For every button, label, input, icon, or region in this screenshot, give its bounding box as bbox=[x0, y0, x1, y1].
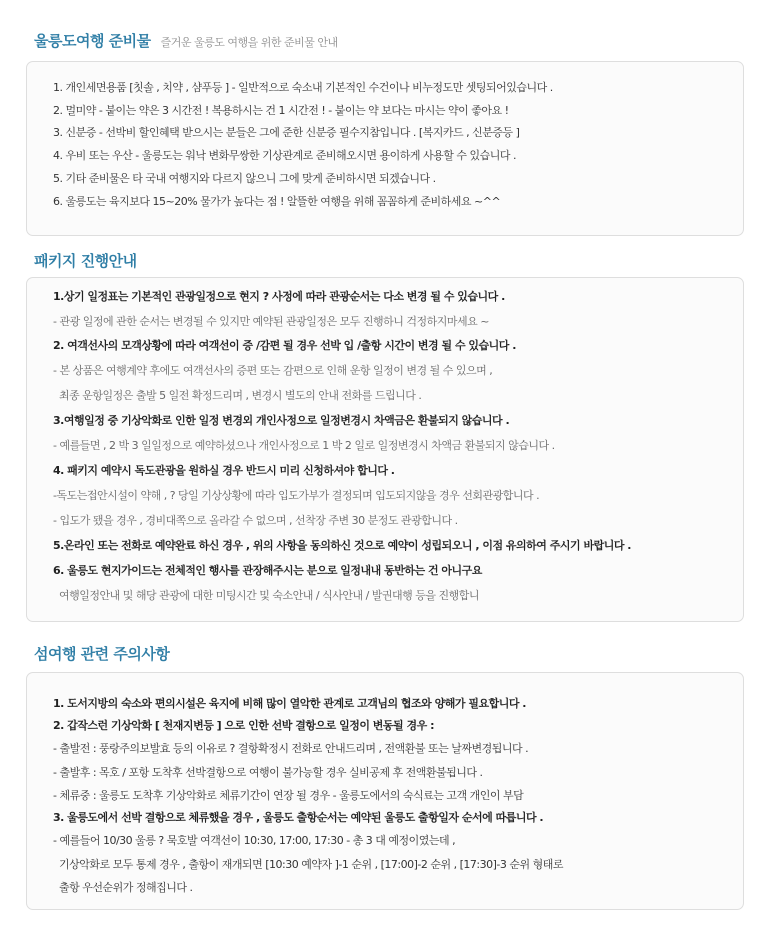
preparation-box bbox=[26, 61, 744, 236]
list-item: 3.여행일정 중 기상악화로 인한 일정 변경외 개인사정으로 일정변경시 차액금은 환불되지 않습니다 . bbox=[53, 414, 510, 427]
list-item: 1. 개인세면용품 [칫솔 , 치약 , 샴푸등 ] - 일반적으로 숙소내 기본적인 수건이나 비누정도만 셋팅되어있습니다 . bbox=[53, 81, 553, 94]
section-title-island-cautions bbox=[34, 643, 169, 664]
list-item: 기상악화로 모두 통제 경우 , 출항이 재개되면 [10:30 예약자 ]-1 순위 , [17:00]-2 순위 , [17:30]-3 순위 형태로 bbox=[53, 858, 563, 871]
list-item: 2. 멀미약 - 붙이는 약은 3 시간전 ! 복용하시는 건 1 시간전 ! - 붙이는 약 보다는 마시는 약이 좋아요 ! bbox=[53, 104, 509, 117]
section-heading: 울릉도여행 준비물 bbox=[34, 32, 151, 50]
list-item: 여행일정안내 및 해당 관광에 대한 미팅시간 및 숙소안내 / 식사안내 / 발권대행 등을 진행합니 bbox=[53, 589, 480, 602]
list-item: 출항 우선순위가 정해집니다 . bbox=[53, 881, 193, 894]
list-item: - 체류중 : 울릉도 도착후 기상악화로 체류기간이 연장 될 경우 - 울릉도에서의 숙식료는 고객 개인이 부담 bbox=[53, 789, 524, 802]
list-item: 6. 울릉도는 육지보다 15~20% 물가가 높다는 점 ! 알뜰한 여행을 위해 꼼꼼하게 준비하세요 ~^^ bbox=[53, 195, 501, 208]
list-item: 3. 신분증 - 선박비 할인혜택 받으시는 분들은 그에 준한 신분증 필수지참입니다 . [복지카드 , 신분증등 ] bbox=[53, 126, 520, 139]
section-title-preparation bbox=[34, 30, 338, 51]
list-item: - 예를들면 , 2 박 3 일일정으로 예약하셨으나 개인사정으로 1 박 2 일로 일정변경시 차액금 환불되지 않습니다 . bbox=[53, 439, 555, 452]
list-item: - 본 상품은 여행계약 후에도 여객선사의 증편 또는 감편으로 인해 운항 일정이 변경 될 수 있으며 , bbox=[53, 364, 493, 377]
section-title-package bbox=[34, 250, 137, 271]
list-item: -독도는접안시설이 약해 , ? 당일 기상상황에 따라 입도가부가 결정되며 입도되지않을 경우 선회관광합니다 . bbox=[53, 489, 540, 502]
list-item: 3. 울릉도에서 선박 결항으로 체류했을 경우 , 울릉도 출항순서는 예약된 울릉도 출항일자 순서에 따릅니다 . bbox=[53, 811, 544, 824]
list-item: 2. 여객선사의 모객상황에 따라 여객선이 증 /감편 될 경우 선박 입 /출항 시간이 변경 될 수 있습니다 . bbox=[53, 339, 516, 352]
list-item: 2. 갑작스런 기상악화 [ 천재지변등 ] 으로 인한 선박 결항으로 일정이 변동될 경우 : bbox=[53, 719, 434, 732]
list-item: 5. 기타 준비물은 타 국내 여행지와 다르지 않으니 그에 맞게 준비하시면 되겠습니다 . bbox=[53, 172, 436, 185]
section-heading: 패키지 진행안내 bbox=[34, 252, 137, 270]
list-item: 4. 우비 또는 우산 - 울릉도는 워낙 변화무쌍한 기상관계로 준비해오시면 용이하게 사용할 수 있습니다 . bbox=[53, 149, 516, 162]
list-item: - 입도가 됐을 경우 , 경비대쪽으로 올라갈 수 없으며 , 선착장 주변 30 분정도 관광합니다 . bbox=[53, 514, 458, 527]
list-item: 1.상기 일정표는 기본적인 관광일정으로 현지 ? 사정에 따라 관광순서는 다소 변경 될 수 있습니다 . bbox=[53, 290, 505, 303]
list-item: - 출발후 : 목호 / 포항 도착후 선박결항으로 여행이 불가능할 경우 실비공제 후 전액환불됩니다 . bbox=[53, 766, 483, 779]
section-subheading: 즐거운 울릉도 여행을 위한 준비물 안내 bbox=[160, 36, 338, 49]
list-item: - 관광 일정에 관한 순서는 변경될 수 있지만 예약된 관광일정은 모두 진행하니 걱정하지마세요 ~ bbox=[53, 315, 489, 328]
list-item: 1. 도서지방의 숙소와 편의시설은 육지에 비해 많이 열악한 관계로 고객님의 협조와 양해가 필요합니다 . bbox=[53, 697, 526, 710]
list-item: 5.온라인 또는 전화로 예약완료 하신 경우 , 위의 사항을 동의하신 것으로 예약이 성립되오니 , 이점 유의하여 주시기 바랍니다 . bbox=[53, 539, 631, 552]
list-item: 최종 운항일정은 출발 5 일전 확정드리며 , 변경시 별도의 안내 전화를 드립니다 . bbox=[53, 389, 422, 402]
package-box bbox=[26, 277, 744, 622]
list-item: 6. 울릉도 현지가이드는 전체적인 행사를 관장해주시는 분으로 일정내내 동반하는 건 아니구요 bbox=[53, 564, 482, 577]
list-item: - 예를들어 10/30 울릉 ? 묵호발 여객선이 10:30, 17:00, 17:30 - 총 3 대 예정이였는데 , bbox=[53, 834, 456, 847]
list-item: 4. 패키지 예약시 독도관광을 원하실 경우 반드시 미리 신청하셔야 합니다 . bbox=[53, 464, 395, 477]
list-item: - 출발전 : 풍랑주의보발효 등의 이유로 ? 결항확정시 전화로 안내드리며 , 전액환불 또는 날짜변경됩니다 . bbox=[53, 742, 529, 755]
island-cautions-box bbox=[26, 672, 744, 910]
section-heading: 섬여행 관련 주의사항 bbox=[34, 645, 170, 663]
